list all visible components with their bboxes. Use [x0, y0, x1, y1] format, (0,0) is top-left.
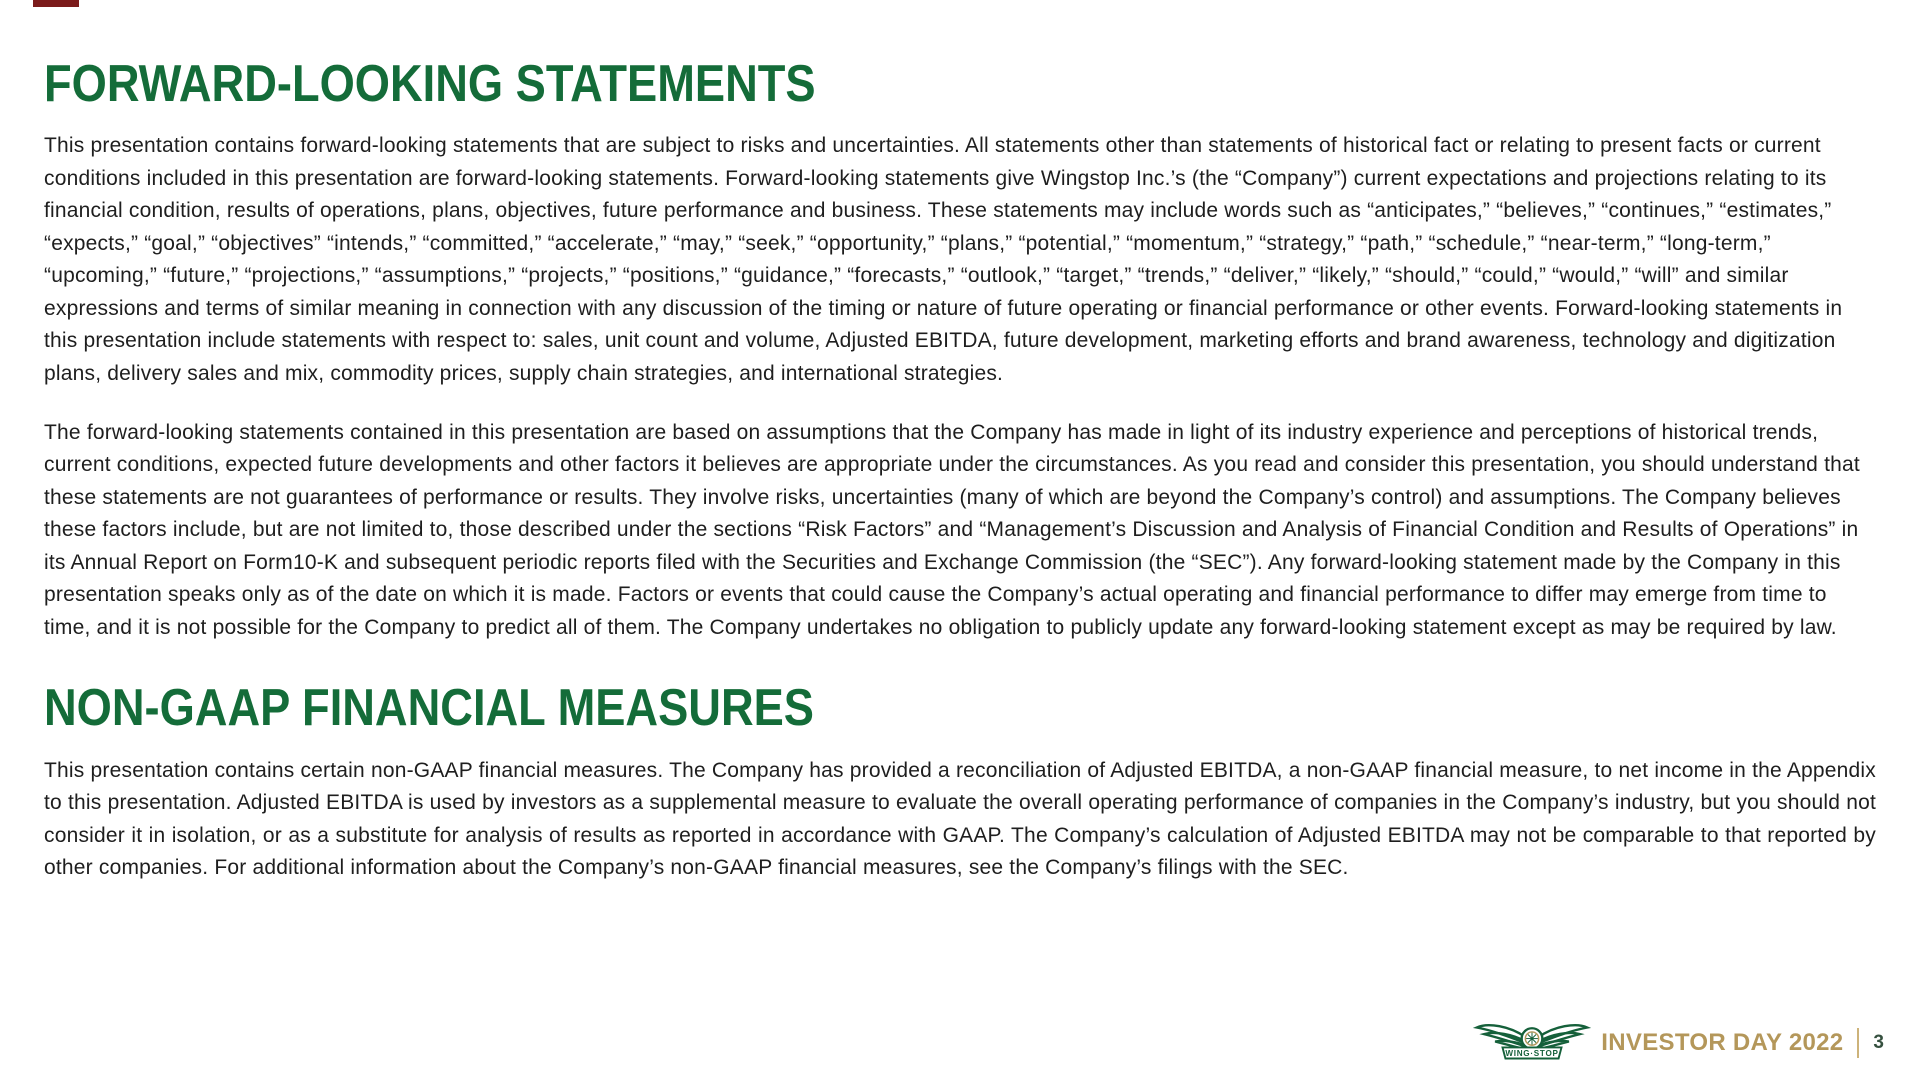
section-non-gaap-measures: [44, 680, 1876, 884]
section-title-non-gaap: NON-GAAP FINANCIAL MEASURES: [44, 679, 814, 738]
forward-looking-paragraph-2: The forward-looking statements contained in this presentation are based on assumptions that the Company has made in light of its industry experience and perceptions of historical trends, current conditions, expected future developments and other factors it believes are appropriate under the circumstances. As you read and consider this presentation, you should understand that these statements are not guarantees of performance or results. They involve risks, uncertainties (many of which are beyond the Company’s control) and assumptions. The Company believes these factors include, but are not limited to, those described under the sections “Risk Factors” and “Management’s Discussion and Analysis of Financial Condition and Results of Operations” in its Annual Report on Form10-K and subsequent periodic reports filed with the Securities and Exchange Commission (the “SEC”). Any forward-looking statement made by the Company in this presentation speaks only as of the date on which it is made. Factors or events that could cause the Company’s actual operating and financial performance to differ may emerge from time to time, and it is not possible for the Company to predict all of them. The Company undertakes no obligation to publicly update any forward-looking statement except as may be required by law.: [44, 420, 1860, 639]
wingstop-logo: [1473, 1016, 1591, 1070]
section-title-forward-looking: FORWARD-LOOKING STATEMENTS: [44, 55, 816, 113]
page-number: 3: [1873, 1032, 1884, 1053]
top-edge-red-mark: [33, 0, 79, 7]
section-forward-looking-statements: [44, 56, 1876, 644]
non-gaap-paragraph: This presentation contains certain non-GAAP financial measures. The Company has provided a reconciliation of Adjusted EBITDA, a non-GAAP financial measure, to net income in the Appendix to this presentation. Adjusted EBITDA is used by investors as a supplemental measure to evaluate the overall operating performance of companies in the Company’s industry, but you should not consider it in isolation, or as a substitute for analysis of results as reported in accordance with GAAP. The Company’s calculation of Adjusted EBITDA may not be comparable to that reported by other companies. For additional information about the Company’s non-GAAP financial measures, see the Company’s filings with the SEC.: [44, 758, 1876, 880]
logo-banner-text: WING·STOP: [1505, 1048, 1559, 1058]
footer-divider: [1857, 1028, 1859, 1058]
event-label: INVESTOR DAY 2022: [1601, 1029, 1844, 1056]
slide-footer: [1473, 1016, 1884, 1070]
forward-looking-paragraph-1: This presentation contains forward-looking statements that are subject to risks and uncertainties. All statements other than statements of historical fact or relating to present facts or current conditions included in this presentation are forward-looking statements. Forward-looking statements give Wingstop Inc.’s (the “Company”) current expectations and projections relating to its financial condition, results of operations, plans, objectives, future performance and business. These statements may include words such as “anticipates,” “believes,” “continues,” “estimates,” “expects,” “goal,” “objectives” “intends,” “committed,” “accelerate,” “may,” “seek,” “opportunity,” “plans,” “potential,” “momentum,” “strategy,” “path,” “schedule,” “near-term,” “long-term,” “upcoming,” “future,” “projections,” “assumptions,” “projects,” “positions,” “guidance,” “forecasts,” “outlook,” “target,” “trends,” “deliver,” “likely,” “should,” “could,” “would,” “will” and similar expressions and terms of similar meaning in connection with any discussion of the timing or nature of future operating or financial performance or other events. Forward-looking statements in this presentation include statements with respect to: sales, unit count and volume, Adjusted EBITDA, future development, marketing efforts and brand awareness, technology and digitization plans, delivery sales and mix, commodity prices, supply chain strategies, and international strategies.: [44, 134, 1843, 386]
